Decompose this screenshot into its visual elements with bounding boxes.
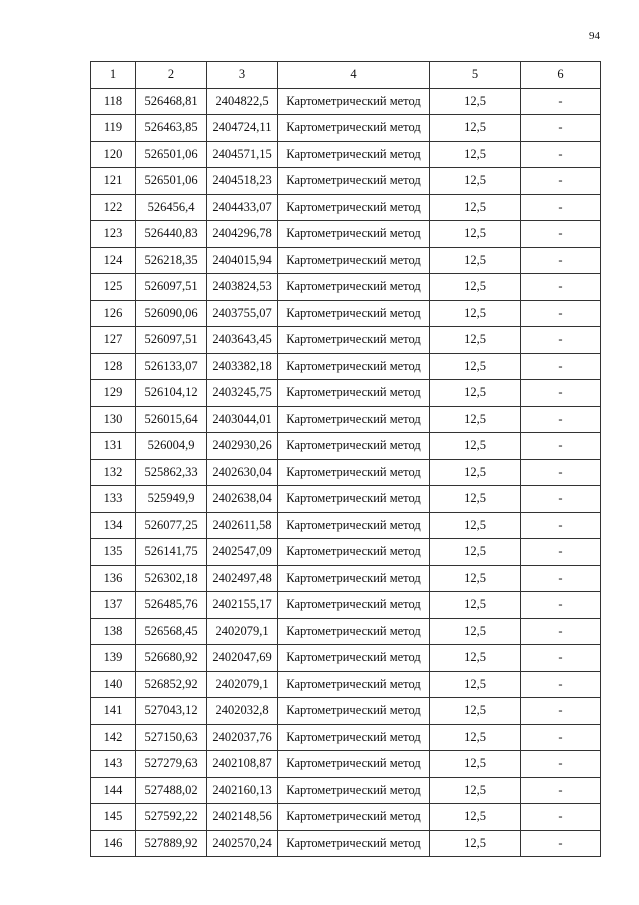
- table-row: [91, 512, 601, 539]
- method-cell: Картометрический метод: [278, 194, 430, 221]
- point-number-cell: 122: [91, 194, 136, 221]
- method-cell: Картометрический метод: [278, 751, 430, 778]
- accuracy-cell: 12,5: [430, 433, 521, 460]
- point-number-cell: 130: [91, 406, 136, 433]
- coordinates-table: [90, 61, 601, 857]
- x-coordinate-cell: 527150,63: [136, 724, 207, 751]
- accuracy-cell: 12,5: [430, 168, 521, 195]
- point-number-cell: 133: [91, 486, 136, 513]
- x-coordinate-cell: 526218,35: [136, 247, 207, 274]
- table-row: [91, 247, 601, 274]
- point-number-cell: 134: [91, 512, 136, 539]
- header-cell-3: 3: [207, 62, 278, 89]
- x-coordinate-cell: 526097,51: [136, 327, 207, 354]
- table-row: [91, 777, 601, 804]
- table-row: [91, 141, 601, 168]
- description-cell: -: [521, 88, 601, 115]
- y-coordinate-cell: 2404433,07: [207, 194, 278, 221]
- x-coordinate-cell: 527043,12: [136, 698, 207, 725]
- method-cell: Картометрический метод: [278, 353, 430, 380]
- accuracy-cell: 12,5: [430, 565, 521, 592]
- accuracy-cell: 12,5: [430, 804, 521, 831]
- table-row: [91, 645, 601, 672]
- y-coordinate-cell: 2402547,09: [207, 539, 278, 566]
- description-cell: -: [521, 459, 601, 486]
- description-cell: -: [521, 698, 601, 725]
- accuracy-cell: 12,5: [430, 592, 521, 619]
- description-cell: -: [521, 777, 601, 804]
- method-cell: Картометрический метод: [278, 724, 430, 751]
- accuracy-cell: 12,5: [430, 698, 521, 725]
- method-cell: Картометрический метод: [278, 592, 430, 619]
- y-coordinate-cell: 2403643,45: [207, 327, 278, 354]
- y-coordinate-cell: 2402108,87: [207, 751, 278, 778]
- y-coordinate-cell: 2403824,53: [207, 274, 278, 301]
- table-row: [91, 327, 601, 354]
- description-cell: -: [521, 221, 601, 248]
- y-coordinate-cell: 2402930,26: [207, 433, 278, 460]
- x-coordinate-cell: 526463,85: [136, 115, 207, 142]
- x-coordinate-cell: 527592,22: [136, 804, 207, 831]
- table-row: [91, 221, 601, 248]
- x-coordinate-cell: 526568,45: [136, 618, 207, 645]
- point-number-cell: 123: [91, 221, 136, 248]
- x-coordinate-cell: 527488,02: [136, 777, 207, 804]
- method-cell: Картометрический метод: [278, 406, 430, 433]
- method-cell: Картометрический метод: [278, 221, 430, 248]
- description-cell: -: [521, 353, 601, 380]
- table-row: [91, 618, 601, 645]
- table-row: [91, 486, 601, 513]
- x-coordinate-cell: 527889,92: [136, 830, 207, 857]
- description-cell: -: [521, 618, 601, 645]
- table-row: [91, 353, 601, 380]
- page-number: 94: [589, 30, 600, 42]
- coordinates-table-body: [91, 62, 601, 857]
- point-number-cell: 119: [91, 115, 136, 142]
- table-row: [91, 539, 601, 566]
- description-cell: -: [521, 168, 601, 195]
- description-cell: -: [521, 724, 601, 751]
- method-cell: Картометрический метод: [278, 433, 430, 460]
- point-number-cell: 132: [91, 459, 136, 486]
- x-coordinate-cell: 526077,25: [136, 512, 207, 539]
- table-row: [91, 698, 601, 725]
- table-row: [91, 804, 601, 831]
- x-coordinate-cell: 526104,12: [136, 380, 207, 407]
- point-number-cell: 142: [91, 724, 136, 751]
- method-cell: Картометрический метод: [278, 327, 430, 354]
- x-coordinate-cell: 526852,92: [136, 671, 207, 698]
- accuracy-cell: 12,5: [430, 645, 521, 672]
- table-row: [91, 459, 601, 486]
- x-coordinate-cell: 526485,76: [136, 592, 207, 619]
- point-number-cell: 143: [91, 751, 136, 778]
- accuracy-cell: 12,5: [430, 459, 521, 486]
- table-row: [91, 168, 601, 195]
- point-number-cell: 121: [91, 168, 136, 195]
- method-cell: Картометрический метод: [278, 459, 430, 486]
- description-cell: -: [521, 830, 601, 857]
- accuracy-cell: 12,5: [430, 777, 521, 804]
- x-coordinate-cell: 526141,75: [136, 539, 207, 566]
- table-row: [91, 300, 601, 327]
- accuracy-cell: 12,5: [430, 751, 521, 778]
- method-cell: Картометрический метод: [278, 777, 430, 804]
- table-row: [91, 194, 601, 221]
- description-cell: -: [521, 671, 601, 698]
- point-number-cell: 125: [91, 274, 136, 301]
- accuracy-cell: 12,5: [430, 247, 521, 274]
- x-coordinate-cell: 527279,63: [136, 751, 207, 778]
- accuracy-cell: 12,5: [430, 486, 521, 513]
- description-cell: -: [521, 115, 601, 142]
- y-coordinate-cell: 2404724,11: [207, 115, 278, 142]
- description-cell: -: [521, 406, 601, 433]
- table-row: [91, 671, 601, 698]
- accuracy-cell: 12,5: [430, 512, 521, 539]
- x-coordinate-cell: 526302,18: [136, 565, 207, 592]
- point-number-cell: 144: [91, 777, 136, 804]
- accuracy-cell: 12,5: [430, 830, 521, 857]
- accuracy-cell: 12,5: [430, 300, 521, 327]
- method-cell: Картометрический метод: [278, 645, 430, 672]
- y-coordinate-cell: 2402047,69: [207, 645, 278, 672]
- method-cell: Картометрический метод: [278, 618, 430, 645]
- point-number-cell: 129: [91, 380, 136, 407]
- description-cell: -: [521, 274, 601, 301]
- method-cell: Картометрический метод: [278, 380, 430, 407]
- method-cell: Картометрический метод: [278, 247, 430, 274]
- description-cell: -: [521, 804, 601, 831]
- point-number-cell: 136: [91, 565, 136, 592]
- y-coordinate-cell: 2402079,1: [207, 671, 278, 698]
- description-cell: -: [521, 327, 601, 354]
- y-coordinate-cell: 2403755,07: [207, 300, 278, 327]
- header-cell-5: 5: [430, 62, 521, 89]
- accuracy-cell: 12,5: [430, 88, 521, 115]
- x-coordinate-cell: 526456,4: [136, 194, 207, 221]
- method-cell: Картометрический метод: [278, 115, 430, 142]
- accuracy-cell: 12,5: [430, 194, 521, 221]
- point-number-cell: 127: [91, 327, 136, 354]
- method-cell: Картометрический метод: [278, 512, 430, 539]
- table-row: [91, 406, 601, 433]
- table-row: [91, 565, 601, 592]
- description-cell: -: [521, 645, 601, 672]
- description-cell: -: [521, 539, 601, 566]
- description-cell: -: [521, 433, 601, 460]
- x-coordinate-cell: 526468,81: [136, 88, 207, 115]
- accuracy-cell: 12,5: [430, 221, 521, 248]
- description-cell: -: [521, 592, 601, 619]
- method-cell: Картометрический метод: [278, 141, 430, 168]
- table-row: [91, 592, 601, 619]
- table-row: [91, 724, 601, 751]
- method-cell: Картометрический метод: [278, 168, 430, 195]
- point-number-cell: 138: [91, 618, 136, 645]
- point-number-cell: 135: [91, 539, 136, 566]
- y-coordinate-cell: 2402638,04: [207, 486, 278, 513]
- y-coordinate-cell: 2404015,94: [207, 247, 278, 274]
- x-coordinate-cell: 526501,06: [136, 168, 207, 195]
- y-coordinate-cell: 2402079,1: [207, 618, 278, 645]
- method-cell: Картометрический метод: [278, 274, 430, 301]
- description-cell: -: [521, 486, 601, 513]
- method-cell: Картометрический метод: [278, 830, 430, 857]
- accuracy-cell: 12,5: [430, 115, 521, 142]
- y-coordinate-cell: 2402155,17: [207, 592, 278, 619]
- x-coordinate-cell: 526440,83: [136, 221, 207, 248]
- accuracy-cell: 12,5: [430, 618, 521, 645]
- point-number-cell: 137: [91, 592, 136, 619]
- y-coordinate-cell: 2403382,18: [207, 353, 278, 380]
- method-cell: Картометрический метод: [278, 565, 430, 592]
- table-header-row: [91, 62, 601, 89]
- table-row: [91, 88, 601, 115]
- table-row: [91, 380, 601, 407]
- x-coordinate-cell: 526680,92: [136, 645, 207, 672]
- x-coordinate-cell: 525862,33: [136, 459, 207, 486]
- description-cell: -: [521, 300, 601, 327]
- point-number-cell: 131: [91, 433, 136, 460]
- point-number-cell: 126: [91, 300, 136, 327]
- table-row: [91, 830, 601, 857]
- description-cell: -: [521, 380, 601, 407]
- y-coordinate-cell: 2403245,75: [207, 380, 278, 407]
- method-cell: Картометрический метод: [278, 671, 430, 698]
- x-coordinate-cell: 526133,07: [136, 353, 207, 380]
- table-row: [91, 751, 601, 778]
- point-number-cell: 145: [91, 804, 136, 831]
- accuracy-cell: 12,5: [430, 406, 521, 433]
- header-cell-4: 4: [278, 62, 430, 89]
- method-cell: Картометрический метод: [278, 88, 430, 115]
- point-number-cell: 146: [91, 830, 136, 857]
- description-cell: -: [521, 512, 601, 539]
- y-coordinate-cell: 2403044,01: [207, 406, 278, 433]
- y-coordinate-cell: 2404571,15: [207, 141, 278, 168]
- method-cell: Картометрический метод: [278, 698, 430, 725]
- accuracy-cell: 12,5: [430, 380, 521, 407]
- accuracy-cell: 12,5: [430, 539, 521, 566]
- accuracy-cell: 12,5: [430, 671, 521, 698]
- accuracy-cell: 12,5: [430, 274, 521, 301]
- header-cell-2: 2: [136, 62, 207, 89]
- x-coordinate-cell: 526015,64: [136, 406, 207, 433]
- header-cell-1: 1: [91, 62, 136, 89]
- y-coordinate-cell: 2402148,56: [207, 804, 278, 831]
- header-cell-6: 6: [521, 62, 601, 89]
- y-coordinate-cell: 2402570,24: [207, 830, 278, 857]
- table-row: [91, 433, 601, 460]
- y-coordinate-cell: 2402032,8: [207, 698, 278, 725]
- point-number-cell: 124: [91, 247, 136, 274]
- y-coordinate-cell: 2402497,48: [207, 565, 278, 592]
- accuracy-cell: 12,5: [430, 327, 521, 354]
- accuracy-cell: 12,5: [430, 141, 521, 168]
- x-coordinate-cell: 525949,9: [136, 486, 207, 513]
- point-number-cell: 139: [91, 645, 136, 672]
- table-row: [91, 274, 601, 301]
- point-number-cell: 120: [91, 141, 136, 168]
- table-row: [91, 115, 601, 142]
- point-number-cell: 118: [91, 88, 136, 115]
- accuracy-cell: 12,5: [430, 353, 521, 380]
- description-cell: -: [521, 565, 601, 592]
- method-cell: Картометрический метод: [278, 804, 430, 831]
- description-cell: -: [521, 751, 601, 778]
- y-coordinate-cell: 2404822,5: [207, 88, 278, 115]
- method-cell: Картометрический метод: [278, 539, 430, 566]
- y-coordinate-cell: 2402160,13: [207, 777, 278, 804]
- x-coordinate-cell: 526090,06: [136, 300, 207, 327]
- x-coordinate-cell: 526501,06: [136, 141, 207, 168]
- point-number-cell: 128: [91, 353, 136, 380]
- point-number-cell: 141: [91, 698, 136, 725]
- y-coordinate-cell: 2402611,58: [207, 512, 278, 539]
- accuracy-cell: 12,5: [430, 724, 521, 751]
- x-coordinate-cell: 526097,51: [136, 274, 207, 301]
- y-coordinate-cell: 2404518,23: [207, 168, 278, 195]
- description-cell: -: [521, 194, 601, 221]
- y-coordinate-cell: 2402630,04: [207, 459, 278, 486]
- y-coordinate-cell: 2404296,78: [207, 221, 278, 248]
- description-cell: -: [521, 141, 601, 168]
- method-cell: Картометрический метод: [278, 486, 430, 513]
- method-cell: Картометрический метод: [278, 300, 430, 327]
- description-cell: -: [521, 247, 601, 274]
- y-coordinate-cell: 2402037,76: [207, 724, 278, 751]
- point-number-cell: 140: [91, 671, 136, 698]
- x-coordinate-cell: 526004,9: [136, 433, 207, 460]
